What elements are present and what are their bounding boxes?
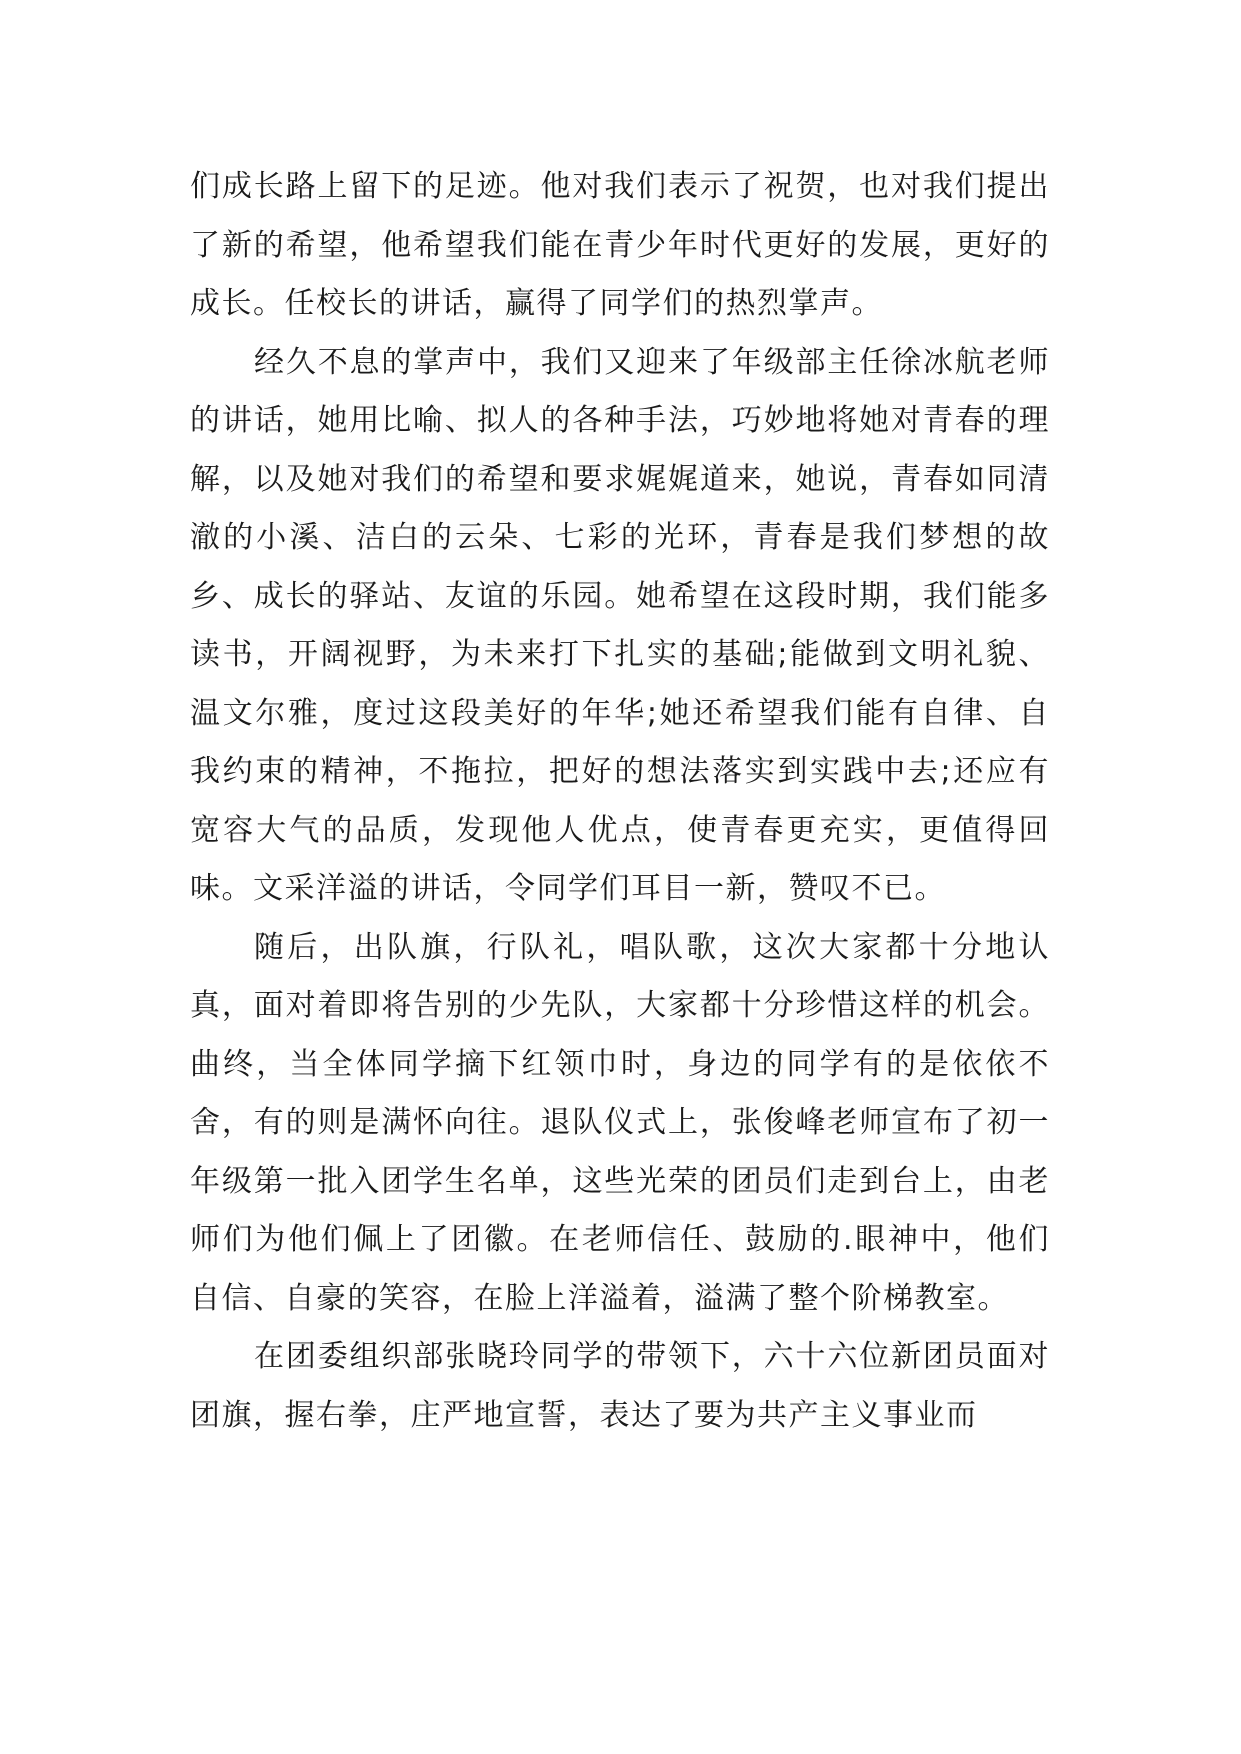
paragraph-ceremony: 随后，出队旗，行队礼，唱队歌，这次大家都十分地认真，面对着即将告别的少先队，大家都十分珍惜这样的机会。曲终，当全体同学摘下红领巾时，身边的同学有的是依依不舍，有的则是满怀向往。退队仪式上，张俊峰老师宣布了初一年级第一批入团学生名单，这些光荣的团员们走到台上，由老师们为他们佩上了团徽。在老师信任、鼓励的.眼神中，他们自信、自豪的笑容，在脸上洋溢着，溢满了整个阶梯教室。 bbox=[190, 929, 1050, 1316]
paragraph-director-speech: 经久不息的掌声中，我们又迎来了年级部主任徐冰航老师的讲话，她用比喻、拟人的各种手法，巧妙地将她对青春的理解，以及她对我们的希望和要求娓娓道来，她说，青春如同清澈的小溪、洁白的云朵、七彩的光环，青春是我们梦想的故乡、成长的驿站、友谊的乐园。她希望在这段时期，我们能多读书，开阔视野，为未来打下扎实的基础;能做到文明礼貌、温文尔雅，度过这段美好的年华;她还希望我们能有自律、自我约束的精神，不拖拉，把好的想法落实到实践中去;还应有宽容大气的品质，发现他人优点，使青春更充实，更值得回味。文采洋溢的讲话，令同学们耳目一新，赞叹不已。 bbox=[190, 344, 1050, 906]
paragraph-continuation: 们成长路上留下的足迹。他对我们表示了祝贺，也对我们提出了新的希望，他希望我们能在青少年时代更好的发展，更好的成长。任校长的讲话，赢得了同学们的热烈掌声。 bbox=[190, 169, 1050, 321]
paragraph-oath: 在团委组织部张晓玲同学的带领下，六十六位新团员面对团旗，握右拳，庄严地宣誓，表达了要为共产主义事业而 bbox=[190, 1339, 1050, 1433]
document-body bbox=[190, 158, 1050, 1445]
